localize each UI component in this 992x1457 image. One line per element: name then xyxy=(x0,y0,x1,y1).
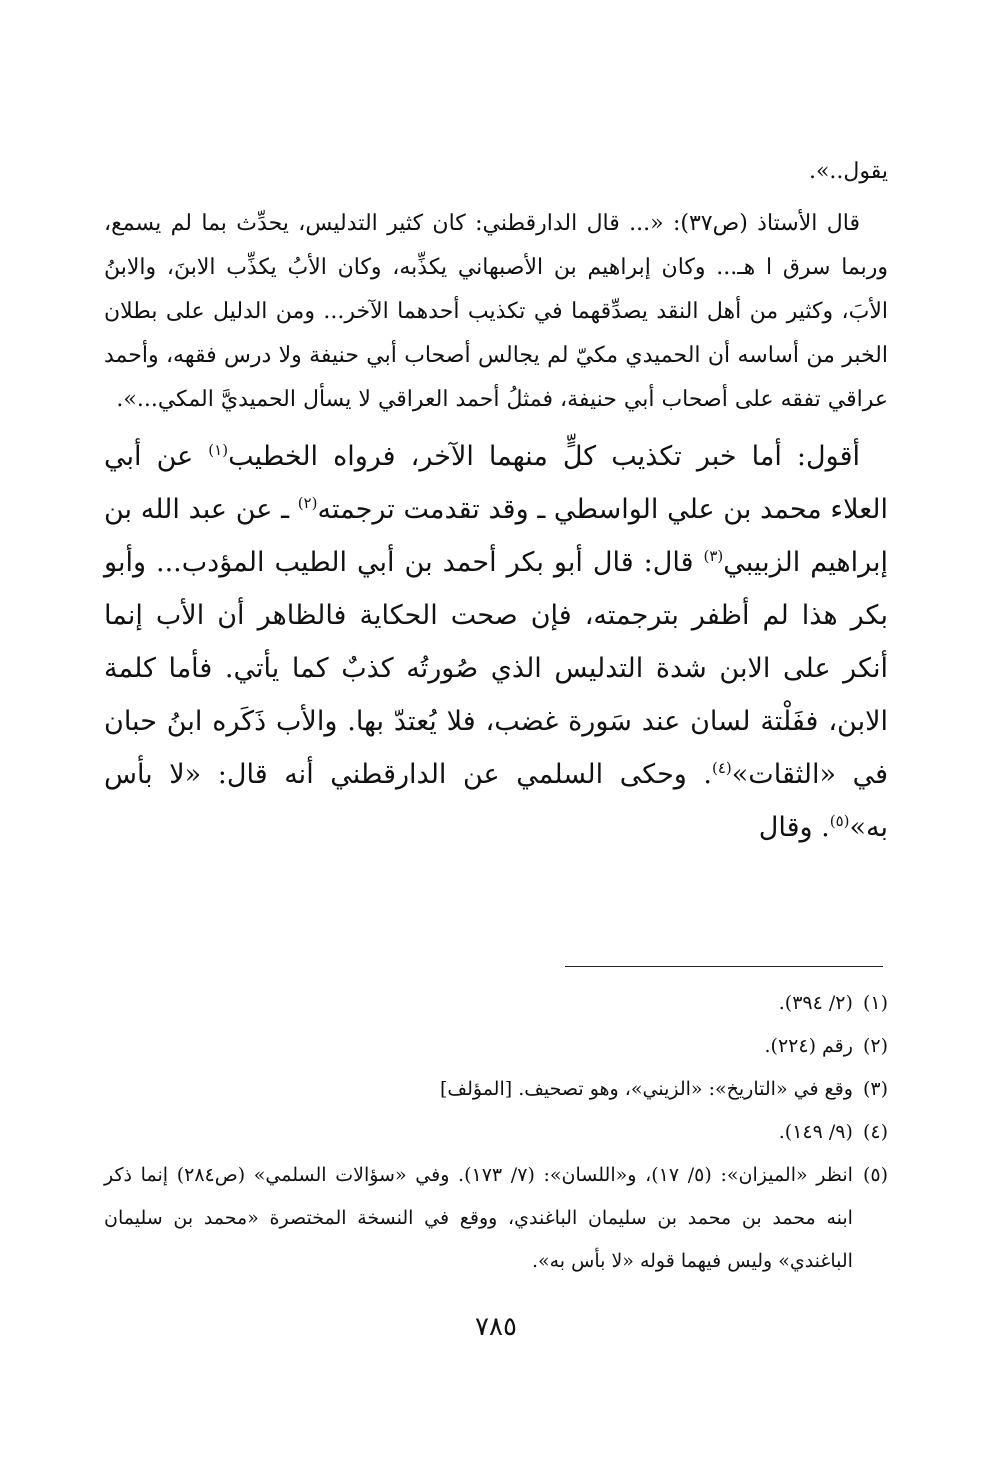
footnote-number: (٥) xyxy=(862,1164,888,1186)
footnote-1 xyxy=(104,982,888,1025)
footnote-2 xyxy=(104,1025,888,1068)
footnote-ref-1[interactable]: (١) xyxy=(208,441,229,459)
footnote-ref-5[interactable]: (٥) xyxy=(829,812,850,830)
footnote-number: (١) xyxy=(862,992,888,1014)
footnote-divider xyxy=(565,966,883,967)
footnote-ref-2[interactable]: (٢) xyxy=(297,494,318,512)
paragraph-3-text-a: أقول: أما خبر تكذيب كلٍّ منهما الآخر، فرواه الخطيب xyxy=(228,441,860,472)
page-number: ٧٨٥ xyxy=(475,1312,517,1342)
footnote-5 xyxy=(104,1154,888,1283)
paragraph-3-text-f: . وقال xyxy=(758,812,830,843)
footnote-ref-4[interactable]: (٤) xyxy=(712,759,732,777)
paragraph-1: يقول..». xyxy=(808,159,888,184)
footnotes xyxy=(104,982,888,1283)
paragraph-3-text-d: قال: قال أبو بكر أحمد بن أبي الطيب المؤدب... وأبو بكر هذا لم أظفر بترجمته، فإن صحت الحكاية فالظاهر أن الأب إنما أنكر على الابن شدة التدليس الذي صُورتُه كذبٌ كما يأتي. فأما كلمة الابن، ففَلْتة لسان عند سَورة غضب، فلا يُعتدّ بها. والأب ذَكَره ابنُ حبان في «الثقات» xyxy=(104,547,888,790)
footnote-4 xyxy=(104,1111,888,1154)
footnote-text: وقع في «التاريخ»: «الزيني»، وهو تصحيف. [المؤلف] xyxy=(440,1078,853,1100)
paragraph-3-text-b: عن أبي العلاء محمد بن علي الواسطي ـ وقد تقدمت ترجمته xyxy=(104,441,888,525)
footnote-number: (٣) xyxy=(862,1078,888,1100)
paragraph-3-text-e: . وحكى السلمي عن الدارقطني أنه قال: «لا بأس به» xyxy=(104,759,888,843)
footnote-3 xyxy=(104,1068,888,1111)
footnote-number: (٤) xyxy=(862,1121,888,1143)
footnote-text: (٢/ ٣٩٤). xyxy=(778,992,853,1014)
paragraph-2: قال الأستاذ (ص٣٧): «... قال الدارقطني: كان كثير التدليس، يحدِّث بما لم يسمع، وربما سرق ا هـ... وكان إبراهيم بن الأصبهاني يكذِّبه، وكان الأبُ يكذِّب الابنَ، والابنُ الأبَ، وكثير من أهل النقد يصدِّقهما في تكذيب أحدهما الآخر... ومن الدليل على بطلان الخبر من أساسه أن الحميدي مكيّ لم يجالس أصحاب أبي حنيفة ولا درس فقهه، وأحمد عراقي تفقه على أصحاب أبي حنيفة، فمثلُ أحمد العراقي لا يسأل الحميديَّ المكي...». xyxy=(104,211,888,412)
footnote-ref-3[interactable]: (٣) xyxy=(703,547,724,565)
footnote-text: رقم (٢٢٤). xyxy=(764,1035,853,1057)
paragraph-3-text-c: ـ عن عبد الله بن إبراهيم الزبيبي xyxy=(104,494,888,578)
paragraph-3 xyxy=(104,430,888,854)
footnote-number: (٢) xyxy=(862,1035,888,1057)
main-text xyxy=(104,150,888,854)
footnote-text: (٩/ ١٤٩). xyxy=(778,1121,853,1143)
footnote-text: انظر «الميزان»: (٥/ ١٧)، و«اللسان»: (٧/ ١٧٣). وفي «سؤالات السلمي» (ص٢٨٤) إنما ذكر ابنه محمد بن محمد بن سليمان الباغندي، ووقع في النسخة المختصرة «محمد بن سليمان الباغندي» وليس فيهما قوله «لا بأس به». xyxy=(104,1164,853,1272)
